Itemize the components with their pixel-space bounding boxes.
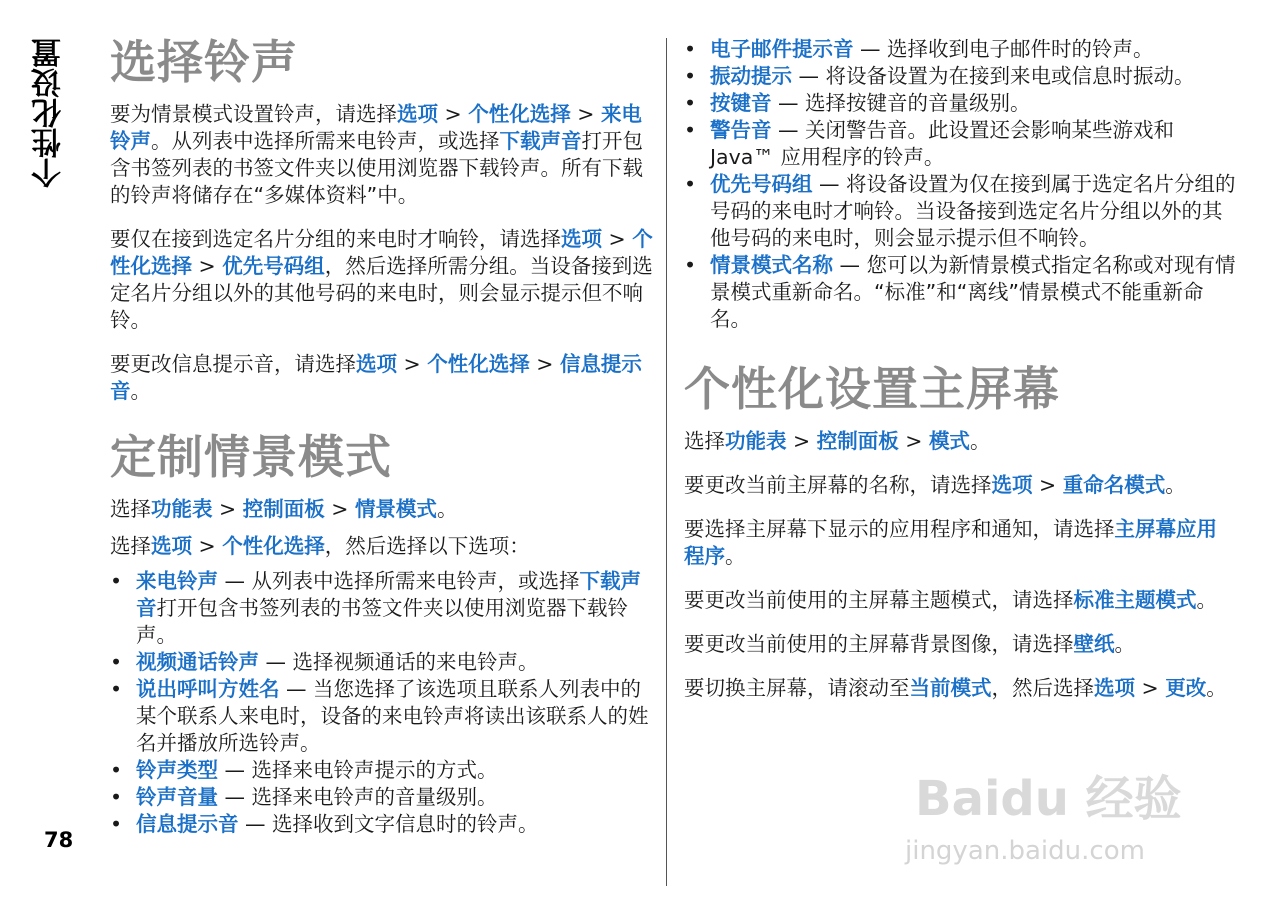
section-side-title: 个性化设置 (32, 38, 67, 188)
link-control-panel: 控制面板 (816, 428, 899, 453)
option-list-left (110, 568, 655, 838)
list-item: • 情景模式名称 — 您可以为新情景模式指定名称或对现有情景模式重新命名。“标准”和“离线”情景模式不能重新命名。 (684, 252, 1236, 333)
option-list-right (684, 36, 1236, 333)
list-item: • 信息提示音 — 选择收到文字信息时的铃声。 (110, 811, 655, 838)
column-divider (666, 38, 667, 886)
list-item: • 电子邮件提示音 — 选择收到电子邮件时的铃声。 (684, 36, 1236, 63)
paragraph-rename-mode: 要更改当前主屏幕的名称，请选择选项 > 重命名模式。 (684, 472, 1186, 497)
paragraph-wallpaper: 要更改当前使用的主屏幕背景图像，请选择壁纸。 (684, 631, 1135, 656)
paragraph-home-theme: 要更改当前使用的主屏幕主题模式，请选择标准主题模式。 (684, 587, 1217, 612)
list-item: • 按键音 — 选择按键音的音量级别。 (684, 90, 1236, 117)
link-personalize: 个性化选择 (468, 101, 571, 126)
link-standard-theme: 标准主题模式 (1073, 587, 1197, 612)
list-item: • 振动提示 — 将设备设置为在接到来电或信息时振动。 (684, 63, 1236, 90)
paragraph-switch-home: 要切换主屏幕，请滚动至当前模式，然后选择选项 > 更改。 (684, 675, 1227, 700)
list-item: • 来电铃声 — 从列表中选择所需来电铃声，或选择下载声音打开包含书签列表的书签文件夹以使用浏览器下载铃声。 (110, 568, 655, 649)
link-options: 选项 (151, 533, 192, 558)
link-menu: 功能表 (151, 496, 213, 521)
right-column (684, 36, 1236, 719)
link-options: 选项 (1094, 675, 1135, 700)
paragraph-personalize-options: 选择选项 > 个性化选择，然后选择以下选项： (110, 533, 530, 558)
link-message-tone: 信息提示音 (110, 351, 642, 403)
link-profiles: 情景模式 (354, 496, 437, 521)
list-item: • 铃声类型 — 选择来电铃声提示的方式。 (110, 757, 655, 784)
list-item: • 警告音 — 关闭警告音。此设置还会影响某些游戏和 Java™ 应用程序的铃声。 (684, 117, 1236, 171)
link-menu: 功能表 (725, 428, 787, 453)
link-personalize: 个性化选择 (110, 226, 653, 278)
link-rename-mode: 重命名模式 (1062, 472, 1166, 497)
link-options: 选项 (561, 226, 602, 251)
paragraph-set-ringtone: 要为情景模式设置铃声，请选择选项 > 个性化选择 > 来电铃声。从列表中选择所需来电铃声，或选择下载声音打开包含书签列表的书签文件夹以使用浏览器下载铃声。所有下载的铃声将储存在“多媒体资料”中。 (110, 101, 643, 207)
link-home-screen-apps: 主屏幕应用程序 (684, 516, 1217, 568)
link-modes: 模式 (928, 428, 970, 453)
link-control-panel: 控制面板 (242, 496, 325, 521)
link-wallpaper: 壁纸 (1073, 631, 1115, 656)
link-change: 更改 (1165, 675, 1207, 700)
link-options: 选项 (356, 351, 397, 376)
paragraph-priority-group: 要仅在接到选定名片分组的来电时才响铃，请选择选项 > 个性化选择 > 优先号码组，然后选择所需分组。当设备接到选定名片分组以外的其他号码的来电时，则会显示提示但不响铃。 (110, 226, 653, 332)
list-item: • 视频通话铃声 — 选择视频通话的来电铃声。 (110, 649, 655, 676)
link-personalize: 个性化选择 (222, 533, 325, 558)
paragraph-open-modes: 选择功能表 > 控制面板 > 模式。 (684, 428, 991, 453)
link-ringtone: 来电铃声 (110, 101, 642, 153)
list-item: • 铃声音量 — 选择来电铃声的音量级别。 (110, 784, 655, 811)
link-options: 选项 (397, 101, 438, 126)
list-item: • 优先号码组 — 将设备设置为仅在接到属于选定名片分组的号码的来电时才响铃。当设备接到选定名片分组以外的其他号码的来电时，则会显示提示但不响铃。 (684, 171, 1236, 252)
paragraph-home-apps: 要选择主屏幕下显示的应用程序和通知，请选择主屏幕应用程序。 (684, 516, 1217, 568)
watermark-url: jingyan.baidu.com (905, 836, 1145, 866)
left-column (110, 36, 655, 850)
link-download-sounds: 下载声音 (499, 128, 582, 153)
heading-select-ringtone: 选择铃声 (110, 35, 298, 89)
link-current-mode: 当前模式 (909, 675, 992, 700)
paragraph-message-tone: 要更改信息提示音，请选择选项 > 个性化选择 > 信息提示音。 (110, 351, 642, 403)
heading-customize-profiles: 定制情景模式 (110, 429, 392, 484)
watermark-logo: Baidu 经验 (915, 771, 1182, 827)
link-priority-group: 优先号码组 (222, 253, 325, 278)
page-number: 78 (44, 828, 74, 852)
list-item: • 说出呼叫方姓名 — 当您选择了该选项且联系人列表中的某个联系人来电时，设备的来电铃声将读出该联系人的姓名并播放所选铃声。 (110, 676, 655, 757)
link-personalize: 个性化选择 (427, 351, 530, 376)
link-options: 选项 (991, 472, 1033, 497)
paragraph-open-profiles: 选择功能表 > 控制面板 > 情景模式。 (110, 496, 458, 521)
heading-personalize-home-screen: 个性化设置主屏幕 (684, 362, 1060, 416)
